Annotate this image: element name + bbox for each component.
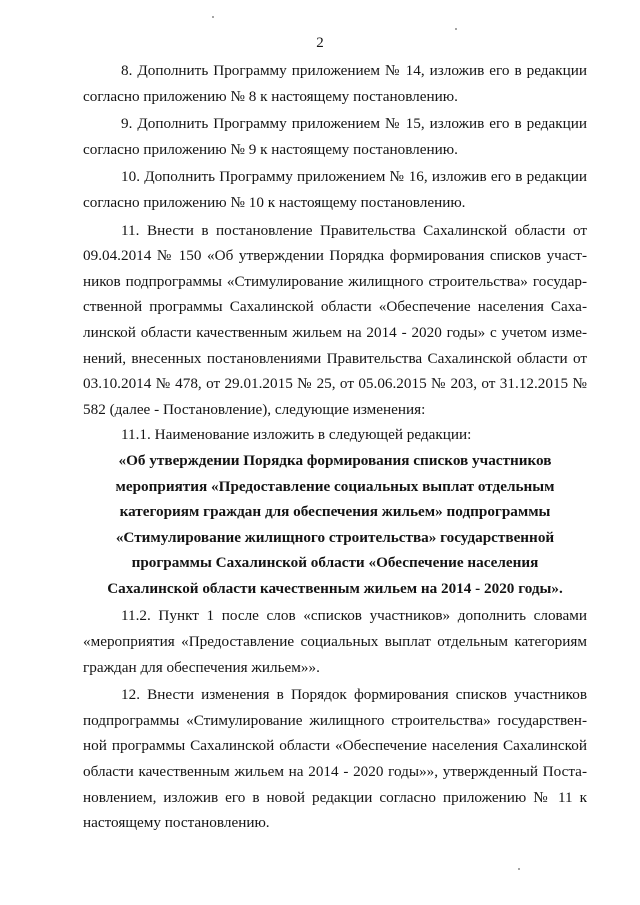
new-title-line: Сахалинской области качественным жильем на 2014 - 2020 годы».: [107, 579, 563, 597]
document-body: [83, 58, 587, 836]
paragraph-item-11-1: 11.1. Наименование изложить в следующей редакции:: [121, 426, 472, 444]
paragraph-item-11-2: 11.2. Пункт 1 после слов «списков участников» дополнить словами «мероприятия «Предоставление социальных выплат отдельным категориям граждан для обеспечения жильем»».: [83, 607, 587, 676]
new-title-block: [83, 448, 587, 602]
new-title-line: мероприятия «Предоставление социальных выплат отдельным: [115, 477, 555, 495]
scan-speck: [455, 28, 457, 30]
paragraph-item-9: 9. Дополнить Программу приложением № 15, изложив его в редакции согласно приложению № 9 к настоящему постановлению.: [83, 115, 587, 158]
paragraph-item-8: 8. Дополнить Программу приложением № 14, изложив его в редакции согласно приложению № 8 к настоящему постановлению.: [83, 62, 587, 105]
new-title-line: «Стимулирование жилищного строительства» государственной: [115, 528, 555, 546]
paragraph-item-11: 11. Внести в постановление Правительства Сахалинской области от 09.04.2014 № 150 «Об утверждении Порядка формирования списков участников подпрограммы «Стимулирование жилищного строительства» государственной программы Сахалинской области «Обеспечение населения Сахалинской области качественным жильем на 2014 - 2020 годы» с учетом изменений, внесенных постановлениями Правительства Сахалинской области от 03.10.2014 № 478, от 29.01.2015 № 25, от 05.06.2015 № 203, от 31.12.2015 № 582 (далее - Постановление), следующие изменения:: [83, 221, 587, 418]
paragraph-item-10: 10. Дополнить Программу приложением № 16, изложив его в редакции согласно приложению № 10 к настоящему постановлению.: [83, 168, 587, 211]
new-title-line: «Об утверждении Порядка формирования списков участников: [118, 451, 552, 469]
new-title-line: категориям граждан для обеспечения жильем» подпрограммы: [119, 503, 551, 521]
new-title-line: программы Сахалинской области «Обеспечение населения: [131, 554, 539, 572]
scan-speck: [212, 16, 214, 18]
paragraph-item-12: 12. Внести изменения в Порядок формирования списков участников подпрограммы «Стимулирование жилищного строительства» государственной программы Сахалинской области «Обеспечение населения Сахалинской области качественным жильем на 2014 - 2020 годы»», утвержденный Постановлением, изложив его в новой редакции согласно приложению № 11 к настоящему постановлению.: [83, 686, 587, 832]
scan-speck: [518, 868, 520, 870]
page-number: 2: [316, 35, 324, 51]
